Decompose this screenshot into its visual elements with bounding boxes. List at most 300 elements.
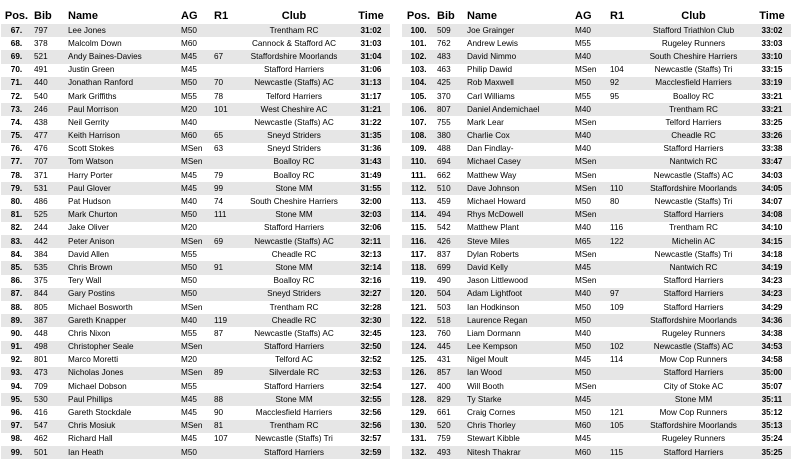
cell-pos: 69. (1, 50, 32, 63)
cell-name: Jason Littlewood (465, 275, 573, 288)
cell-club: Staffordshire Moorlands (236, 50, 352, 63)
cell-ag: M45 (179, 393, 212, 406)
cell-ag: M20 (179, 103, 212, 116)
table-row (402, 77, 791, 90)
cell-pos: 99. (1, 446, 32, 459)
cell-club: West Cheshire AC (236, 103, 352, 116)
cell-ag: M40 (573, 288, 608, 301)
cell-pos: 129. (402, 406, 435, 419)
cell-bib: 477 (32, 130, 66, 143)
cell-bib: 503 (435, 301, 465, 314)
cell-pos: 77. (1, 156, 32, 169)
cell-bib: 662 (435, 169, 465, 182)
cell-club: Stone MM (236, 209, 352, 222)
cell-r1: 97 (608, 288, 634, 301)
cell-bib: 797 (32, 24, 66, 37)
cell-name: Lee Kempson (465, 341, 573, 354)
table-row (1, 446, 390, 459)
table-row (1, 235, 390, 248)
table-row (402, 50, 791, 63)
cell-time: 32:57 (352, 433, 390, 446)
cell-name: Michael Casey (465, 156, 573, 169)
cell-time: 35:25 (753, 446, 791, 459)
cell-pos: 94. (1, 380, 32, 393)
cell-r1 (212, 275, 236, 288)
cell-pos: 107. (402, 116, 435, 129)
cell-bib: 384 (32, 248, 66, 261)
cell-bib: 375 (32, 275, 66, 288)
cell-name: Will Booth (465, 380, 573, 393)
cell-r1: 95 (608, 90, 634, 103)
cell-time: 32:53 (352, 367, 390, 380)
cell-pos: 93. (1, 367, 32, 380)
cell-club: Newcastle (Staffs) Tri (236, 433, 352, 446)
cell-bib: 483 (435, 50, 465, 63)
cell-r1: 65 (212, 130, 236, 143)
cell-time: 32:11 (352, 235, 390, 248)
cell-r1: 116 (608, 222, 634, 235)
cell-club: Stafford Harriers (634, 288, 753, 301)
cell-club: Michelin AC (634, 235, 753, 248)
cell-club: Nantwich RC (634, 261, 753, 274)
cell-ag: M50 (573, 341, 608, 354)
cell-pos: 118. (402, 261, 435, 274)
cell-time: 34:03 (753, 169, 791, 182)
cell-name: Gareth Stockdale (66, 406, 179, 419)
table-row (402, 327, 791, 340)
cell-ag: MSen (573, 182, 608, 195)
cell-r1: 87 (212, 327, 236, 340)
cell-ag: M60 (179, 37, 212, 50)
cell-club: Staffordshire Moorlands (634, 314, 753, 327)
cell-club: Stafford Harriers (236, 64, 352, 77)
cell-ag: M50 (573, 367, 608, 380)
table-row (1, 222, 390, 235)
cell-r1: 115 (608, 446, 634, 459)
cell-name: Craig Cornes (465, 406, 573, 419)
cell-ag: M40 (573, 327, 608, 340)
cell-club: Stafford Harriers (634, 446, 753, 459)
cell-r1 (212, 288, 236, 301)
cell-name: Ty Starke (465, 393, 573, 406)
cell-time: 32:16 (352, 275, 390, 288)
cell-r1 (608, 393, 634, 406)
cell-ag: M40 (179, 116, 212, 129)
cell-club: Newcastle (Staffs) AC (236, 235, 352, 248)
cell-club: Stafford Harriers (634, 209, 753, 222)
cell-club: Stone MM (236, 393, 352, 406)
cell-r1: 70 (212, 77, 236, 90)
cell-time: 34:29 (753, 301, 791, 314)
cell-pos: 127. (402, 380, 435, 393)
header-name: Name (68, 9, 98, 22)
header-club: Club (681, 9, 706, 22)
cell-name: David Allen (66, 248, 179, 261)
cell-club: Stafford Triathlon Club (634, 24, 753, 37)
cell-r1 (212, 446, 236, 459)
table-row (402, 182, 791, 195)
cell-ag: MSen (573, 116, 608, 129)
table-row (402, 446, 791, 459)
cell-bib: 501 (32, 446, 66, 459)
cell-name: Nicholas Jones (66, 367, 179, 380)
cell-r1 (608, 103, 634, 116)
cell-bib: 509 (435, 24, 465, 37)
cell-pos: 120. (402, 288, 435, 301)
cell-ag: M50 (573, 77, 608, 90)
table-row (402, 314, 791, 327)
table-row (1, 406, 390, 419)
cell-ag: MSen (573, 156, 608, 169)
cell-ag: MSen (573, 169, 608, 182)
cell-club: Stafford Harriers (236, 380, 352, 393)
cell-bib: 438 (32, 116, 66, 129)
cell-ag: MSen (573, 209, 608, 222)
cell-club: South Cheshire Harriers (236, 195, 352, 208)
cell-club: Stafford Harriers (634, 143, 753, 156)
cell-ag: MSen (573, 380, 608, 393)
cell-r1: 110 (608, 182, 634, 195)
cell-bib: 476 (32, 143, 66, 156)
cell-pos: 110. (402, 156, 435, 169)
cell-ag: MSen (179, 143, 212, 156)
table-row (402, 156, 791, 169)
cell-time: 34:53 (753, 341, 791, 354)
cell-r1 (608, 261, 634, 274)
cell-r1: 114 (608, 354, 634, 367)
cell-r1: 101 (212, 103, 236, 116)
table-row (1, 103, 390, 116)
cell-club: Telford Harriers (634, 116, 753, 129)
cell-ag: M55 (573, 37, 608, 50)
cell-bib: 759 (435, 433, 465, 446)
cell-name: Paul Phillips (66, 393, 179, 406)
cell-ag: MSen (179, 156, 212, 169)
cell-bib: 462 (32, 433, 66, 446)
cell-pos: 92. (1, 354, 32, 367)
table-row (1, 380, 390, 393)
cell-r1 (608, 314, 634, 327)
cell-time: 32:45 (352, 327, 390, 340)
cell-pos: 123. (402, 327, 435, 340)
header-pos: Pos. (406, 9, 431, 22)
cell-bib: 694 (435, 156, 465, 169)
cell-bib: 542 (435, 222, 465, 235)
cell-bib: 371 (32, 169, 66, 182)
cell-club: Newcastle (Staffs) AC (236, 116, 352, 129)
table-row (402, 420, 791, 433)
cell-time: 33:38 (753, 143, 791, 156)
cell-bib: 400 (435, 380, 465, 393)
cell-bib: 445 (435, 341, 465, 354)
cell-ag: M55 (179, 380, 212, 393)
cell-time: 35:00 (753, 367, 791, 380)
cell-club: Newcastle (Staffs) AC (634, 341, 753, 354)
cell-pos: 103. (402, 64, 435, 77)
table-row (1, 37, 390, 50)
cell-pos: 87. (1, 288, 32, 301)
cell-ag: M50 (573, 195, 608, 208)
cell-r1 (608, 156, 634, 169)
cell-r1 (608, 130, 634, 143)
table-row (1, 420, 390, 433)
cell-pos: 112. (402, 182, 435, 195)
cell-club: Stafford Harriers (634, 275, 753, 288)
cell-pos: 72. (1, 90, 32, 103)
cell-pos: 125. (402, 354, 435, 367)
cell-bib: 531 (32, 182, 66, 195)
cell-bib: 490 (435, 275, 465, 288)
cell-time: 32:00 (352, 195, 390, 208)
cell-time: 33:25 (753, 116, 791, 129)
table-row (1, 143, 390, 156)
cell-ag: M45 (179, 50, 212, 63)
cell-club: Silverdale RC (236, 367, 352, 380)
cell-pos: 108. (402, 130, 435, 143)
cell-name: Peter Anison (66, 235, 179, 248)
table-row (402, 367, 791, 380)
cell-time: 32:56 (352, 406, 390, 419)
cell-club: Newcastle (Staffs) AC (236, 77, 352, 90)
cell-time: 32:06 (352, 222, 390, 235)
cell-time: 35:12 (753, 406, 791, 419)
table-row (402, 261, 791, 274)
cell-time: 31:22 (352, 116, 390, 129)
cell-club: Stone MM (236, 182, 352, 195)
cell-pos: 85. (1, 261, 32, 274)
table-row (1, 182, 390, 195)
cell-name: Michael Howard (465, 195, 573, 208)
cell-pos: 111. (402, 169, 435, 182)
cell-time: 32:54 (352, 380, 390, 393)
cell-name: Tery Wall (66, 275, 179, 288)
cell-time: 31:49 (352, 169, 390, 182)
cell-time: 33:02 (753, 24, 791, 37)
cell-r1 (608, 248, 634, 261)
cell-club: Telford Harriers (236, 90, 352, 103)
cell-r1 (212, 156, 236, 169)
cell-bib: 535 (32, 261, 66, 274)
cell-time: 34:36 (753, 314, 791, 327)
cell-bib: 387 (32, 314, 66, 327)
cell-time: 34:23 (753, 275, 791, 288)
cell-bib: 760 (435, 327, 465, 340)
cell-time: 34:05 (753, 182, 791, 195)
cell-bib: 440 (32, 77, 66, 90)
cell-bib: 699 (435, 261, 465, 274)
table-row (1, 367, 390, 380)
cell-club: Boalloy RC (634, 90, 753, 103)
cell-pos: 67. (1, 24, 32, 37)
table-row (402, 433, 791, 446)
table-row (1, 169, 390, 182)
cell-bib: 521 (32, 50, 66, 63)
cell-pos: 74. (1, 116, 32, 129)
cell-ag: M40 (573, 24, 608, 37)
cell-name: Charlie Cox (465, 130, 573, 143)
cell-r1 (212, 341, 236, 354)
cell-time: 31:03 (352, 37, 390, 50)
cell-time: 31:35 (352, 130, 390, 143)
header-bib: Bib (34, 9, 52, 22)
cell-ag: M50 (179, 275, 212, 288)
cell-name: Nigel Moult (465, 354, 573, 367)
cell-time: 34:07 (753, 195, 791, 208)
cell-r1: 119 (212, 314, 236, 327)
cell-club: Stone MM (634, 393, 753, 406)
cell-r1 (608, 209, 634, 222)
cell-pos: 115. (402, 222, 435, 235)
cell-name: Jonathan Ranford (66, 77, 179, 90)
cell-r1: 105 (608, 420, 634, 433)
cell-ag: M40 (573, 50, 608, 63)
header-row (402, 7, 791, 24)
cell-ag: M50 (179, 446, 212, 459)
cell-r1 (212, 301, 236, 314)
cell-club: Stafford Harriers (634, 367, 753, 380)
cell-pos: 68. (1, 37, 32, 50)
cell-bib: 547 (32, 420, 66, 433)
cell-time: 31:06 (352, 64, 390, 77)
results-table-left (1, 7, 390, 459)
cell-pos: 122. (402, 314, 435, 327)
cell-pos: 81. (1, 209, 32, 222)
cell-r1: 79 (212, 169, 236, 182)
cell-name: Ian Hodkinson (465, 301, 573, 314)
cell-pos: 79. (1, 182, 32, 195)
table-row (1, 301, 390, 314)
cell-pos: 128. (402, 393, 435, 406)
cell-club: Trentham RC (236, 420, 352, 433)
cell-time: 35:11 (753, 393, 791, 406)
cell-bib: 520 (435, 420, 465, 433)
cell-bib: 805 (32, 301, 66, 314)
cell-bib: 246 (32, 103, 66, 116)
cell-ag: M40 (573, 143, 608, 156)
cell-bib: 491 (32, 64, 66, 77)
cell-name: Scott Stokes (66, 143, 179, 156)
cell-r1: 111 (212, 209, 236, 222)
cell-r1 (608, 143, 634, 156)
cell-r1 (212, 116, 236, 129)
cell-bib: 425 (435, 77, 465, 90)
cell-bib: 837 (435, 248, 465, 261)
table-row (402, 143, 791, 156)
table-row (1, 77, 390, 90)
cell-r1 (608, 433, 634, 446)
cell-pos: 91. (1, 341, 32, 354)
table-row (402, 288, 791, 301)
cell-club: Mow Cop Runners (634, 406, 753, 419)
cell-r1 (608, 50, 634, 63)
header-time: Time (358, 9, 384, 22)
cell-ag: MSen (179, 301, 212, 314)
cell-r1 (608, 380, 634, 393)
cell-time: 34:10 (753, 222, 791, 235)
cell-time: 32:30 (352, 314, 390, 327)
table-row (402, 380, 791, 393)
cell-time: 32:28 (352, 301, 390, 314)
cell-name: Jake Oliver (66, 222, 179, 235)
cell-time: 33:03 (753, 37, 791, 50)
cell-ag: MSen (179, 235, 212, 248)
cell-r1 (608, 37, 634, 50)
cell-club: Rugeley Runners (634, 37, 753, 50)
header-row (1, 7, 390, 24)
cell-club: Staffordshire Moorlands (634, 420, 753, 433)
cell-time: 32:56 (352, 420, 390, 433)
cell-time: 34:23 (753, 288, 791, 301)
cell-bib: 829 (435, 393, 465, 406)
cell-name: Keith Harrison (66, 130, 179, 143)
header-name: Name (467, 9, 497, 22)
cell-time: 32:27 (352, 288, 390, 301)
cell-ag: M55 (573, 90, 608, 103)
cell-name: Nitesh Thakrar (465, 446, 573, 459)
cell-pos: 102. (402, 50, 435, 63)
cell-pos: 96. (1, 406, 32, 419)
results-table-right (402, 7, 791, 459)
cell-ag: M50 (179, 24, 212, 37)
cell-club: Trentham RC (236, 24, 352, 37)
table-row (402, 64, 791, 77)
table-row (1, 24, 390, 37)
cell-ag: M45 (573, 354, 608, 367)
cell-time: 31:13 (352, 77, 390, 90)
cell-pos: 75. (1, 130, 32, 143)
cell-bib: 494 (435, 209, 465, 222)
cell-name: Ian Heath (66, 446, 179, 459)
cell-r1 (212, 37, 236, 50)
cell-name: Paul Glover (66, 182, 179, 195)
cell-name: Tom Watson (66, 156, 179, 169)
cell-club: Rugeley Runners (634, 433, 753, 446)
table-row (402, 222, 791, 235)
table-row (402, 406, 791, 419)
cell-time: 32:52 (352, 354, 390, 367)
cell-ag: M65 (573, 235, 608, 248)
cell-time: 31:02 (352, 24, 390, 37)
cell-club: Trentham RC (634, 103, 753, 116)
cell-club: Stafford Harriers (236, 446, 352, 459)
cell-r1: 122 (608, 235, 634, 248)
cell-club: Telford AC (236, 354, 352, 367)
cell-club: Mow Cop Runners (634, 354, 753, 367)
cell-name: Marco Moretti (66, 354, 179, 367)
cell-r1: 88 (212, 393, 236, 406)
cell-pos: 131. (402, 433, 435, 446)
cell-pos: 82. (1, 222, 32, 235)
cell-time: 31:55 (352, 182, 390, 195)
cell-name: Carl Williams (465, 90, 573, 103)
cell-club: Rugeley Runners (634, 327, 753, 340)
cell-r1 (608, 367, 634, 380)
cell-pos: 97. (1, 420, 32, 433)
cell-ag: M40 (573, 130, 608, 143)
cell-r1: 104 (608, 64, 634, 77)
cell-name: Michael Bosworth (66, 301, 179, 314)
table-row (1, 314, 390, 327)
cell-name: Matthew Way (465, 169, 573, 182)
cell-pos: 86. (1, 275, 32, 288)
cell-bib: 486 (32, 195, 66, 208)
cell-club: Cheadle RC (634, 130, 753, 143)
cell-pos: 100. (402, 24, 435, 37)
cell-club: Staffordshire Moorlands (634, 182, 753, 195)
cell-ag: MSen (179, 367, 212, 380)
cell-club: Trentham RC (236, 301, 352, 314)
cell-name: Christopher Seale (66, 341, 179, 354)
